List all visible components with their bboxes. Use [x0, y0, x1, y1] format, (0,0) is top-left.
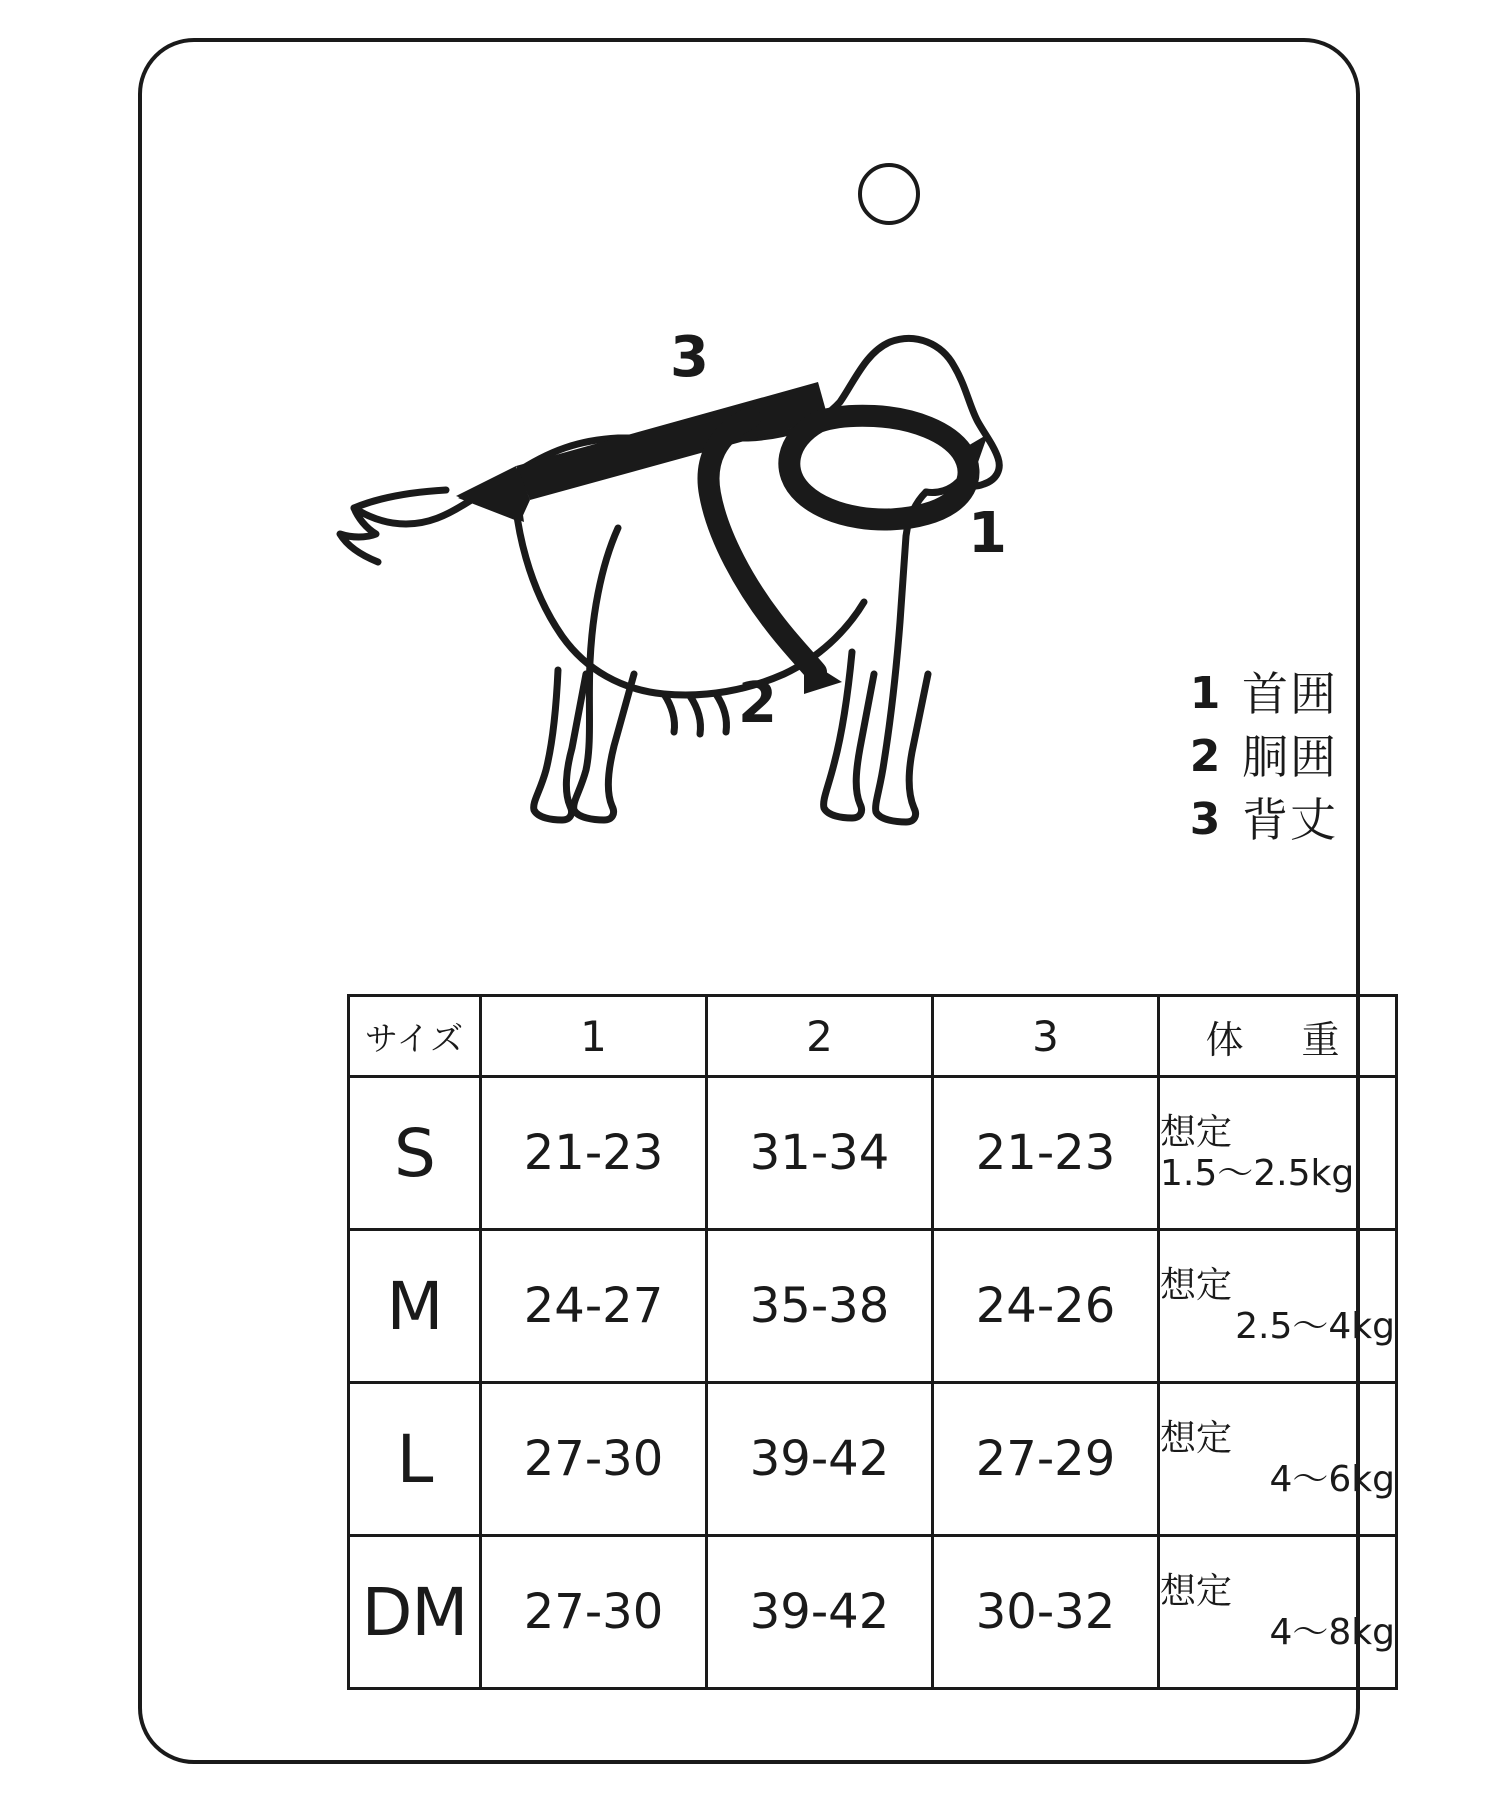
cell-neck: 27-30	[481, 1383, 707, 1536]
legend-number: 2	[1189, 730, 1221, 782]
cell-back: 27-29	[933, 1383, 1159, 1536]
legend-label: 胴囲	[1242, 729, 1338, 784]
cell-back: 30-32	[933, 1536, 1159, 1689]
weight-range: 2.5〜4kg	[1235, 1306, 1395, 1347]
cell-size: M	[349, 1230, 481, 1383]
table-row	[349, 1383, 1397, 1536]
cell-chest: 39-42	[707, 1383, 933, 1536]
cell-size: DM	[349, 1536, 481, 1689]
cell-chest: 31-34	[707, 1077, 933, 1230]
hang-hole-icon	[858, 163, 920, 225]
illustration-marker-1: 1	[968, 501, 1007, 566]
legend-item-1	[1182, 662, 1422, 725]
size-table	[347, 994, 1398, 1690]
table-row	[349, 1536, 1397, 1689]
weight-range: 4〜8kg	[1269, 1612, 1395, 1653]
legend	[1182, 662, 1422, 851]
cell-back: 21-23	[933, 1077, 1159, 1230]
cell-neck: 27-30	[481, 1536, 707, 1689]
legend-number: 1	[1189, 667, 1221, 719]
table-header-row	[349, 996, 1397, 1077]
weight-range: 4〜6kg	[1269, 1459, 1395, 1500]
cell-size: L	[349, 1383, 481, 1536]
table-row	[349, 1230, 1397, 1383]
legend-label: 首囲	[1242, 666, 1338, 721]
weight-note: 想定	[1160, 1417, 1233, 1459]
header-neck: 1	[481, 996, 707, 1077]
weight-range: 1.5〜2.5kg	[1160, 1153, 1355, 1194]
cell-back: 24-26	[933, 1230, 1159, 1383]
dog-measurement-illustration	[318, 322, 1328, 845]
cell-weight	[1159, 1536, 1397, 1689]
illustration-marker-3: 3	[670, 325, 709, 390]
weight-note: 想定	[1160, 1264, 1233, 1306]
illustration-marker-2: 2	[738, 671, 777, 736]
cell-neck: 24-27	[481, 1230, 707, 1383]
weight-note: 想定	[1160, 1111, 1233, 1153]
cell-chest: 39-42	[707, 1536, 933, 1689]
legend-label: 背丈	[1242, 792, 1338, 847]
table-row	[349, 1077, 1397, 1230]
cell-chest: 35-38	[707, 1230, 933, 1383]
cell-weight	[1159, 1383, 1397, 1536]
hang-tag-card	[138, 38, 1395, 1764]
header-size: サイズ	[349, 996, 481, 1077]
header-weight: 体 重	[1159, 996, 1397, 1077]
header-chest: 2	[707, 996, 933, 1077]
legend-item-3	[1182, 788, 1422, 851]
legend-number: 3	[1189, 793, 1221, 845]
header-back: 3	[933, 996, 1159, 1077]
cell-neck: 21-23	[481, 1077, 707, 1230]
legend-item-2	[1182, 725, 1422, 788]
weight-note: 想定	[1160, 1570, 1233, 1612]
cell-weight	[1159, 1077, 1397, 1230]
size-chart	[347, 994, 1395, 1690]
cell-weight	[1159, 1230, 1397, 1383]
cell-size: S	[349, 1077, 481, 1230]
